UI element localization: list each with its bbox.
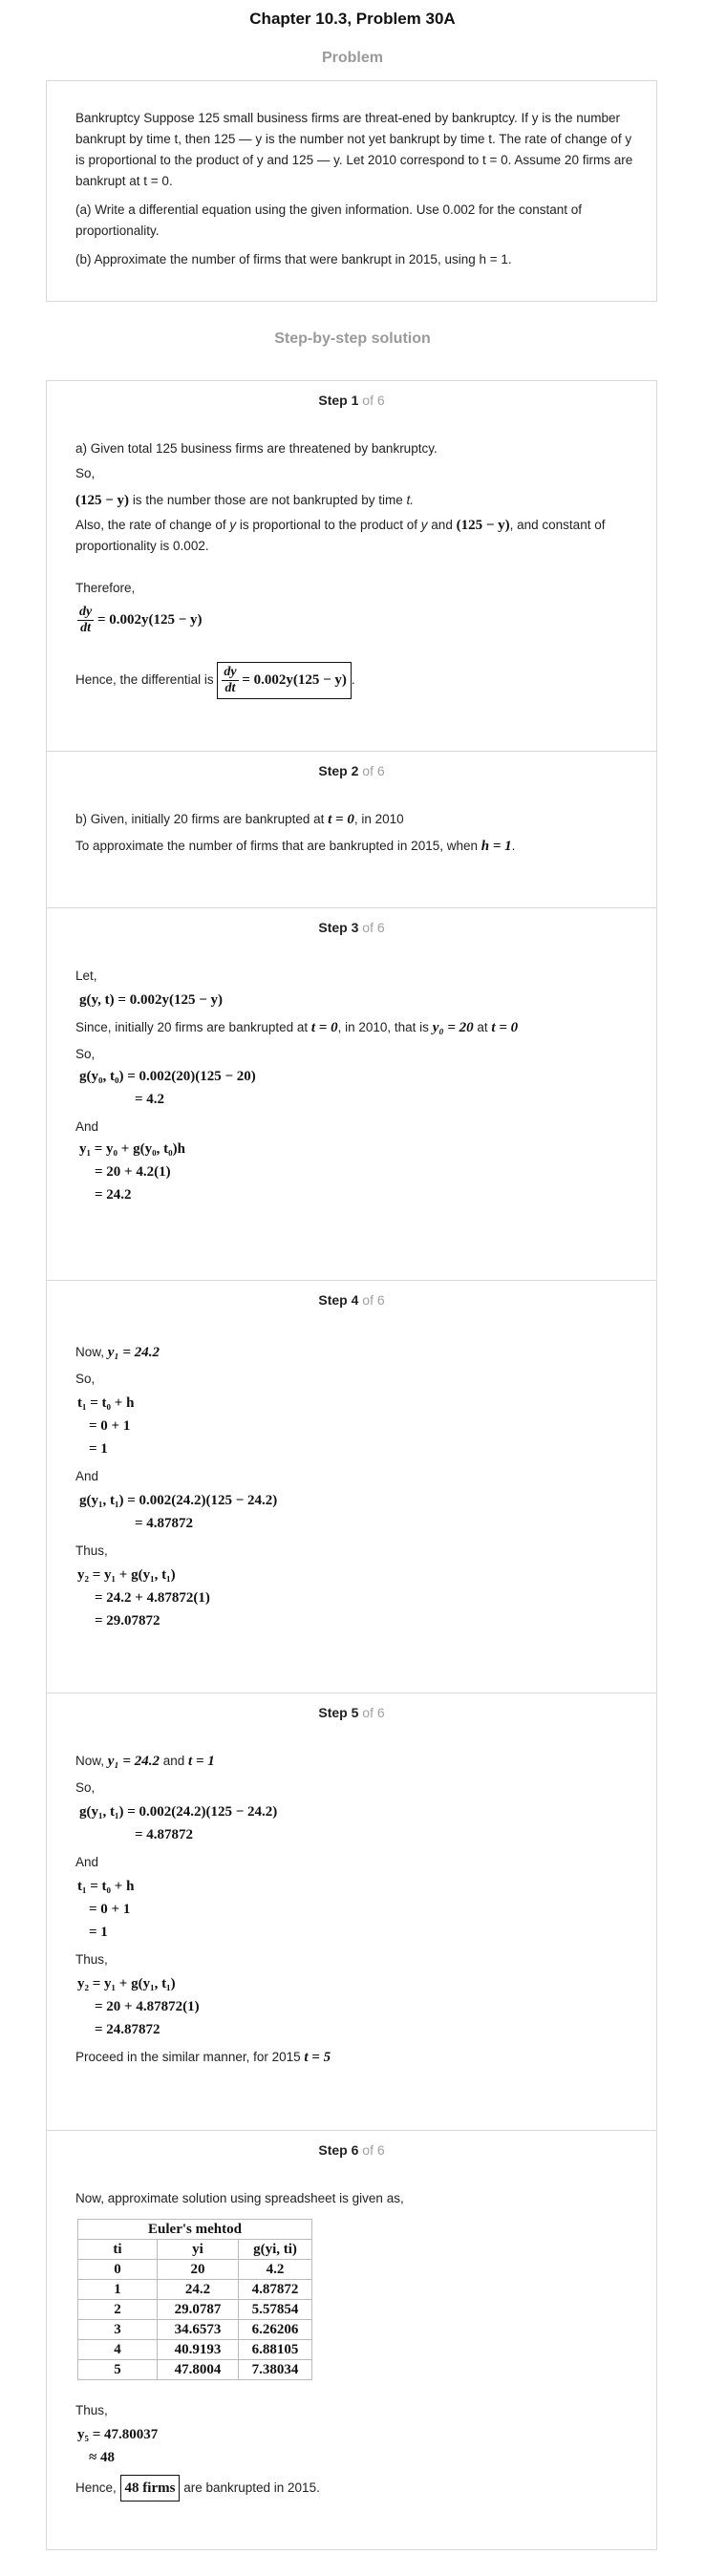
- step-5-math-4b: = 20 + 4.87872(1): [95, 1999, 200, 2014]
- step-3-text-3: So,: [75, 1047, 96, 1061]
- step-label: Step: [318, 1705, 348, 1720]
- step-of-total: of 6: [362, 2142, 385, 2158]
- step-6-card: [46, 2130, 657, 2550]
- table-row: [78, 2260, 312, 2280]
- table-cell: 29.0787: [158, 2300, 239, 2320]
- table-cell: 0: [78, 2260, 158, 2280]
- step-5-text-4: Thus,: [75, 1952, 108, 1967]
- table-row: [78, 2320, 312, 2340]
- problem-intro: Bankruptcy Suppose 125 small business firms are threat-ened by bankruptcy. If y is the number bankrupt by time t, then 125 — y is the number not yet bankrupt by time t. The rate of change of y is proportional to the product of y and 125 — y. Let 2010 correspond to t = 0. Assume 20 firms are bankrupt at t = 0.: [75, 111, 633, 188]
- table-header-cell: ti: [78, 2240, 158, 2260]
- step-5-header: [47, 1705, 656, 1720]
- math-expr: y₀ = 20: [432, 1020, 474, 1035]
- table-header-row: [78, 2240, 312, 2260]
- step-5-math-3a: t₁ = t₀ + h: [77, 1879, 135, 1894]
- problem-heading: Problem: [321, 50, 383, 66]
- variable: y: [229, 518, 237, 532]
- variable: t.: [406, 493, 415, 507]
- fraction-denominator: dt: [80, 621, 92, 635]
- math-expr: t = 0: [310, 1020, 338, 1035]
- step-2-card: [46, 751, 657, 907]
- step-3-math-3a: g(y₀, t₀) = 0.002(20)(125 − 20): [79, 1069, 256, 1084]
- table-cell: 34.6573: [158, 2320, 239, 2340]
- text: To approximate the number of firms that are bankrupted in 2015, when: [75, 839, 478, 853]
- step-6-text-1: Now, approximate solution using spreadsheet is given as,: [75, 2191, 404, 2205]
- text: Now,: [75, 1754, 105, 1768]
- step-4-math-4b: = 24.2 + 4.87872(1): [95, 1590, 210, 1606]
- step-4-card: [46, 1280, 657, 1692]
- step-number: 2: [351, 763, 359, 778]
- step-3-header: [47, 920, 656, 935]
- table-cell: 20: [158, 2260, 239, 2280]
- table-cell: 7.38034: [239, 2360, 312, 2380]
- step-5-math-3b: = 0 + 1: [89, 1902, 131, 1917]
- step-5-card: [46, 1692, 657, 2130]
- step-3-text-4: And: [75, 1119, 99, 1134]
- text: Proceed in the similar manner, for 2015: [75, 2050, 301, 2064]
- text: is proportional to the product of: [239, 518, 418, 532]
- text: b) Given, initially 20 firms are bankrupted at: [75, 812, 325, 826]
- step-3-text-1: Let,: [75, 969, 97, 983]
- step-label: Step: [318, 393, 348, 408]
- text: are bankrupted in 2015.: [183, 2480, 320, 2495]
- math-expr: t = 0: [491, 1020, 519, 1035]
- step-number: 5: [351, 1705, 359, 1720]
- step-1-card: [46, 380, 657, 751]
- text: Hence, the differential is: [75, 671, 214, 687]
- step-5-text-2: So,: [75, 1780, 96, 1795]
- step-4-header: [47, 1292, 656, 1308]
- step-6-line-3: [75, 2475, 634, 2501]
- step-5-math-3c: = 1: [89, 1925, 108, 1940]
- fraction: [222, 665, 238, 696]
- text: is the number those are not bankrupted by time: [132, 493, 403, 507]
- text: Also, the rate of change of: [75, 518, 226, 532]
- step-6-text-2: Thus,: [75, 2403, 108, 2417]
- math-expr: (125 − y): [75, 493, 130, 508]
- table-header-cell: g(yi, ti): [239, 2240, 312, 2260]
- table-cell: 24.2: [158, 2280, 239, 2300]
- math-expr: y₁ = 24.2: [107, 1754, 160, 1769]
- math-expr: (125 − y): [456, 518, 510, 533]
- step-3-card: [46, 907, 657, 1280]
- math-expr: = 0.002y(125 − y): [96, 611, 203, 628]
- step-of-total: of 6: [362, 1705, 385, 1720]
- problem-part-a: (a) Write a differential equation using the given information. Use 0.002 for the constant of proportionality.: [75, 202, 583, 238]
- step-1-line-6: Hence, the differential is $\frac{dy}{dt}$ = 0.002y(125 − y) .: [75, 662, 634, 699]
- table-cell: 3: [78, 2320, 158, 2340]
- boxed-answer: [217, 662, 352, 699]
- table-cell: 47.8004: [158, 2360, 239, 2380]
- table-cell: 6.26206: [239, 2320, 312, 2340]
- step-1-text-1: a) Given total 125 business firms are threatened by bankruptcy.: [75, 441, 438, 456]
- step-1-de: [77, 605, 203, 636]
- problem-box: [46, 80, 657, 302]
- step-5-math-4a: y₂ = y₁ + g(y₁, t₁): [77, 1976, 176, 1991]
- step-3-math-4b: = 20 + 4.2(1): [95, 1164, 171, 1180]
- fraction: [77, 605, 94, 636]
- step-4-math-2c: = 1: [89, 1441, 108, 1457]
- step-5-math-2a: g(y₁, t₁) = 0.002(24.2)(125 − 24.2): [79, 1804, 278, 1820]
- step-1-line-3: [75, 490, 634, 511]
- step-4-math-4c: = 29.07872: [95, 1613, 160, 1629]
- text: at: [477, 1020, 488, 1034]
- step-label: Step: [318, 920, 348, 935]
- table-cell: 4: [78, 2340, 158, 2360]
- step-5-math-4c: = 24.87872: [95, 2022, 160, 2037]
- math-expr: h = 1: [481, 839, 512, 854]
- text: , in 2010, that is: [337, 1020, 429, 1034]
- step-4-text-4: Thus,: [75, 1543, 108, 1558]
- step-6-header: [47, 2142, 656, 2158]
- table-title-row: [78, 2220, 312, 2240]
- step-4-text-2: So,: [75, 1372, 96, 1386]
- text: .: [511, 839, 516, 853]
- step-1-line-4: [75, 515, 634, 557]
- text: and: [431, 518, 453, 532]
- text: and: [162, 1754, 185, 1768]
- table-cell: 4.2: [239, 2260, 312, 2280]
- table-row: [78, 2340, 312, 2360]
- step-2-line-1: [75, 809, 634, 830]
- step-3-math-3b: = 4.2: [135, 1092, 165, 1107]
- table-cell: 2: [78, 2300, 158, 2320]
- table-row: [78, 2280, 312, 2300]
- step-5-text-3: And: [75, 1855, 99, 1869]
- step-of-total: of 6: [362, 1292, 385, 1308]
- step-of-total: of 6: [362, 920, 385, 935]
- step-number: 6: [351, 2142, 359, 2158]
- table-row: [78, 2300, 312, 2320]
- text: , and constant of proportionality is 0.002.: [75, 518, 606, 553]
- step-2-line-2: [75, 836, 634, 857]
- step-number: 3: [351, 920, 359, 935]
- step-3-line-2: [75, 1017, 634, 1038]
- step-1-text-2: So,: [75, 466, 96, 480]
- step-of-total: of 6: [362, 393, 385, 408]
- table-cell: 5: [78, 2360, 158, 2380]
- page-title: Chapter 10.3, Problem 30A: [249, 10, 456, 28]
- step-label: Step: [318, 2142, 348, 2158]
- step-label: Step: [318, 1292, 348, 1308]
- step-4-math-2b: = 0 + 1: [89, 1418, 131, 1434]
- fraction-numerator: dy: [224, 665, 237, 679]
- table-cell: 1: [78, 2280, 158, 2300]
- fraction-numerator: dy: [79, 605, 93, 619]
- step-3-math-1: g(y, t) = 0.002y(125 − y): [79, 992, 223, 1008]
- table-header-cell: yi: [158, 2240, 239, 2260]
- step-label: Step: [318, 763, 348, 778]
- step-number: 1: [351, 393, 359, 408]
- boxed-answer: 48 firms: [120, 2475, 181, 2501]
- text: Now,: [75, 1345, 105, 1359]
- table-cell: 6.88105: [239, 2340, 312, 2360]
- euler-table: [77, 2219, 312, 2380]
- table-row: [78, 2360, 312, 2380]
- math-expr: y₁ = 24.2: [107, 1345, 160, 1360]
- step-4-math-4a: y₂ = y₁ + g(y₁, t₁): [77, 1567, 176, 1583]
- math-expr: = 0.002y(125 − y): [242, 671, 347, 688]
- table-cell: 5.57854: [239, 2300, 312, 2320]
- math-expr: t = 5: [304, 2050, 331, 2065]
- table-title: Euler's mehtod: [78, 2220, 312, 2240]
- step-5-line-1: [75, 1751, 634, 1772]
- step-4-math-3a: g(y₁, t₁) = 0.002(24.2)(125 − 24.2): [79, 1493, 278, 1508]
- step-4-math-2a: t₁ = t₀ + h: [77, 1395, 135, 1411]
- math-expr: t = 0: [328, 812, 354, 827]
- text: , in 2010: [353, 812, 404, 826]
- step-5-math-2b: = 4.87872: [135, 1827, 194, 1842]
- step-3-math-4a: y₁ = y₀ + g(y₀, t₀)h: [79, 1141, 185, 1157]
- step-2-header: [47, 763, 656, 778]
- table-cell: 40.9193: [158, 2340, 239, 2360]
- fraction-denominator: dt: [224, 681, 236, 695]
- step-3-math-4c: = 24.2: [95, 1187, 132, 1203]
- text: Since, initially 20 firms are bankrupted at: [75, 1020, 309, 1034]
- step-1-text-5: Therefore,: [75, 581, 136, 595]
- text: Hence,: [75, 2480, 117, 2495]
- problem-part-b: (b) Approximate the number of firms that were bankrupt in 2015, using h = 1.: [75, 252, 512, 266]
- step-number: 4: [351, 1292, 359, 1308]
- step-4-text-3: And: [75, 1469, 99, 1483]
- step-4-math-3b: = 4.87872: [135, 1516, 194, 1531]
- step-6-math-2b: ≈ 48: [89, 2450, 115, 2465]
- table-cell: 4.87872: [239, 2280, 312, 2300]
- step-5-line-5: [75, 2047, 634, 2068]
- step-of-total: of 6: [362, 763, 385, 778]
- solution-heading: Step-by-step solution: [274, 330, 431, 347]
- math-expr: t = 1: [188, 1754, 215, 1769]
- step-4-line-1: [75, 1342, 634, 1363]
- variable: y: [420, 518, 428, 532]
- step-6-math-2a: y₅ = 47.80037: [77, 2427, 159, 2442]
- step-1-header: [47, 393, 656, 408]
